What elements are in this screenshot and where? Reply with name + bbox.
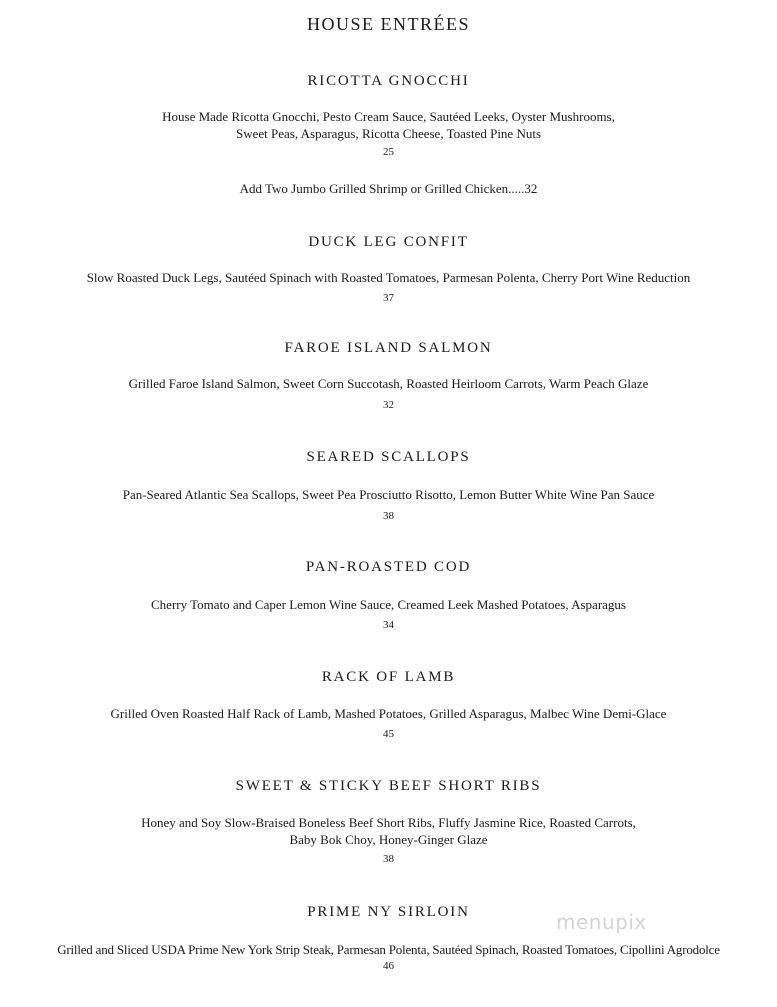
- item-name: SEARED SCALLOPS: [306, 449, 471, 465]
- item-description: Slow Roasted Duck Legs, Sautéed Spinach with Roasted Tomatoes, Parmesan Polenta, Cherry Port Wine Reduction: [86, 270, 691, 285]
- item-price: 37: [383, 292, 394, 304]
- item-price: 46: [383, 960, 394, 972]
- item-description: Cherry Tomato and Caper Lemon Wine Sauce, Creamed Leek Mashed Potatoes, Asparagus: [151, 597, 626, 612]
- item-price: 32: [383, 399, 394, 411]
- item-name: PAN-ROASTED COD: [305, 559, 472, 575]
- item-description: Grilled Oven Roasted Half Rack of Lamb, Mashed Potatoes, Grilled Asparagus, Malbec Wine Demi-Glace: [110, 706, 667, 721]
- item-description: Sweet Peas, Asparagus, Ricotta Cheese, Toasted Pine Nuts: [235, 126, 542, 141]
- item-addon: Add Two Jumbo Grilled Shrimp or Grilled Chicken.....32: [239, 181, 538, 196]
- item-description: Grilled Faroe Island Salmon, Sweet Corn Succotash, Roasted Heirloom Carrots, Warm Peach Glaze: [128, 376, 649, 391]
- menu-title: HOUSE ENTRÉES: [307, 14, 470, 34]
- item-name: PRIME NY SIRLOIN: [307, 904, 470, 920]
- item-name: RACK OF LAMB: [321, 669, 456, 685]
- item-description: Baby Bok Choy, Honey-Ginger Glaze: [289, 832, 488, 847]
- item-name: DUCK LEG CONFIT: [308, 234, 469, 250]
- item-price: 34: [383, 619, 394, 631]
- item-price: 45: [383, 728, 394, 740]
- item-name: FAROE ISLAND SALMON: [284, 340, 493, 356]
- item-price: 38: [383, 510, 394, 522]
- item-name: RICOTTA GNOCCHI: [307, 73, 470, 89]
- watermark: menupix: [556, 910, 647, 934]
- item-name: SWEET & STICKY BEEF SHORT RIBS: [235, 778, 542, 794]
- item-price: 38: [383, 853, 394, 865]
- item-description: House Made Ricotta Gnocchi, Pesto Cream Sauce, Sautéed Leeks, Oyster Mushrooms,: [162, 109, 615, 124]
- item-price: 25: [383, 146, 394, 158]
- item-description: Pan-Seared Atlantic Sea Scallops, Sweet Pea Prosciutto Risotto, Lemon Butter White Wine Pan Sauce: [122, 487, 655, 502]
- item-description: Honey and Soy Slow-Braised Boneless Beef Short Ribs, Fluffy Jasmine Rice, Roasted Carrots,: [141, 815, 636, 830]
- item-description: Grilled and Sliced USDA Prime New York Strip Steak, Parmesan Polenta, Sautéed Spinach, Roasted Tomatoes, Cipollini Agrodolce: [57, 942, 720, 957]
